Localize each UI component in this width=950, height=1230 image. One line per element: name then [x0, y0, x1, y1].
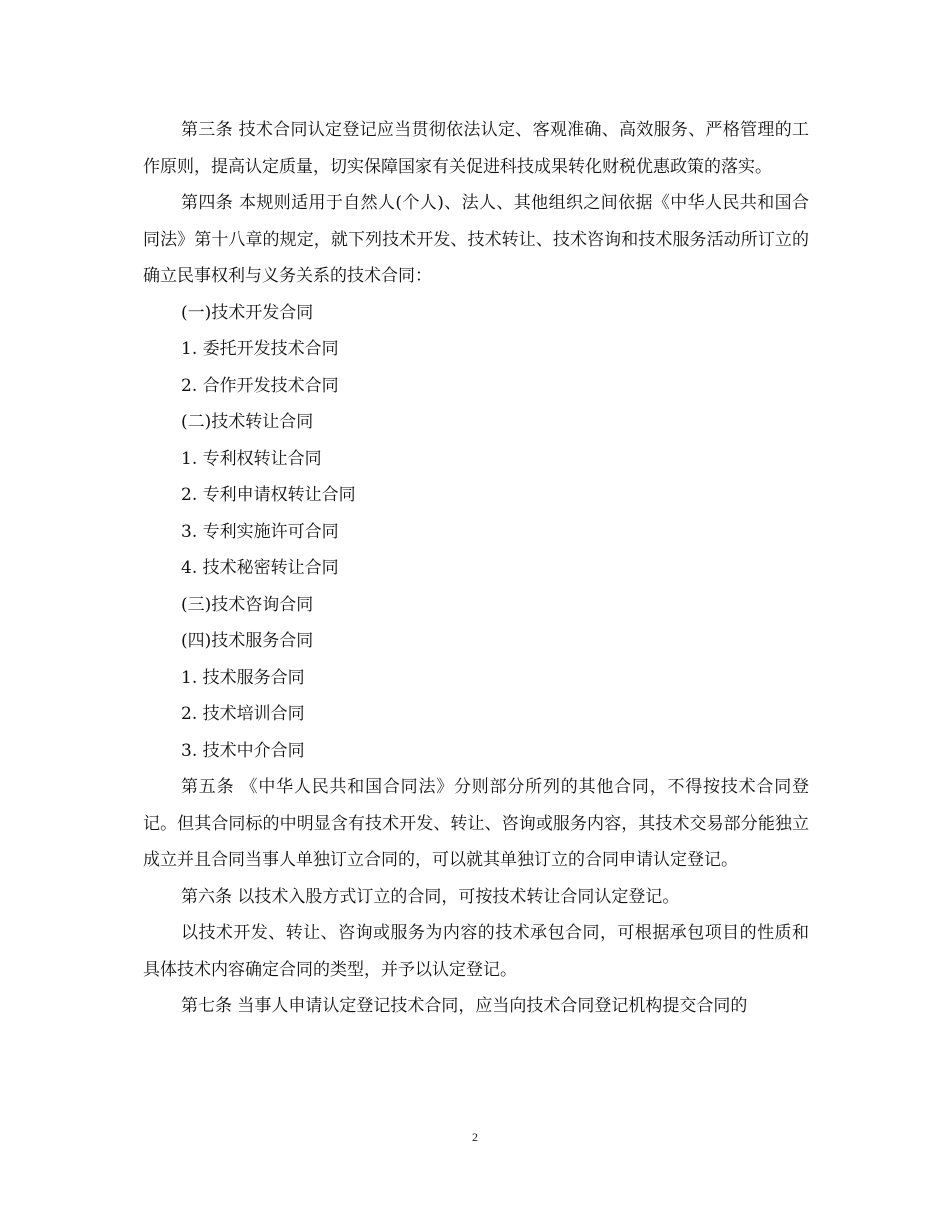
- list-heading-development: (一)技术开发合同: [181, 302, 314, 323]
- list-item: 1. 专利权转让合同: [181, 448, 322, 469]
- list-item: 2. 合作开发技术合同: [181, 375, 339, 396]
- list-item: 4. 技术秘密转让合同: [181, 558, 339, 578]
- paragraph-article-4: 第四条 本规则适用于自然人(个人)、法人、其他组织之间依据《中华人民共和国合同法》第十八章的规定，就下列技术开发、技术转让、技术咨询和技术服务活动所订立的确立民事权利与义务关系的技术合同：: [143, 193, 809, 286]
- paragraph-article-6: 第六条 以技术入股方式订立的合同，可按技术转让合同认定登记。: [181, 886, 680, 907]
- list-heading-consulting: (三)技术咨询合同: [181, 594, 314, 615]
- list-heading-service: (四)技术服务合同: [181, 631, 314, 651]
- paragraph-article-3: 第三条 技术合同认定登记应当贯彻依法认定、客观准确、高效服务、严格管理的工作原则，提高认定质量，切实保障国家有关促进科技成果转化财税优惠政策的落实。: [143, 120, 809, 177]
- list-item: 2. 专利申请权转让合同: [181, 485, 356, 505]
- list-item: 1. 委托开发技术合同: [181, 339, 339, 359]
- paragraph-article-7: 第七条 当事人申请认定登记技术合同，应当向技术合同登记机构提交合同的: [181, 996, 748, 1016]
- document-body: [143, 112, 809, 1025]
- list-item: 3. 技术中介合同: [181, 740, 305, 761]
- page-number: 2: [472, 1130, 478, 1144]
- list-item: 3. 专利实施许可合同: [181, 521, 339, 542]
- paragraph-article-5: 第五条 《中华人民共和国合同法》分则部分所列的其他合同，不得按技术合同登记。但其合同标的中明显含有技术开发、转让、咨询或服务内容，其技术交易部分能独立成立并且合同当事人单独订立合同的，可以就其单独订立的合同申请认定登记。: [143, 777, 809, 870]
- list-heading-transfer: (二)技术转让合同: [181, 412, 314, 432]
- list-item: 1. 技术服务合同: [181, 667, 305, 688]
- paragraph-article-6-continued: 以技术开发、转让、咨询或服务为内容的技术承包合同，可根据承包项目的性质和具体技术内容确定合同的类型，并予以认定登记。: [143, 923, 809, 980]
- list-item: 2. 技术培训合同: [181, 704, 305, 724]
